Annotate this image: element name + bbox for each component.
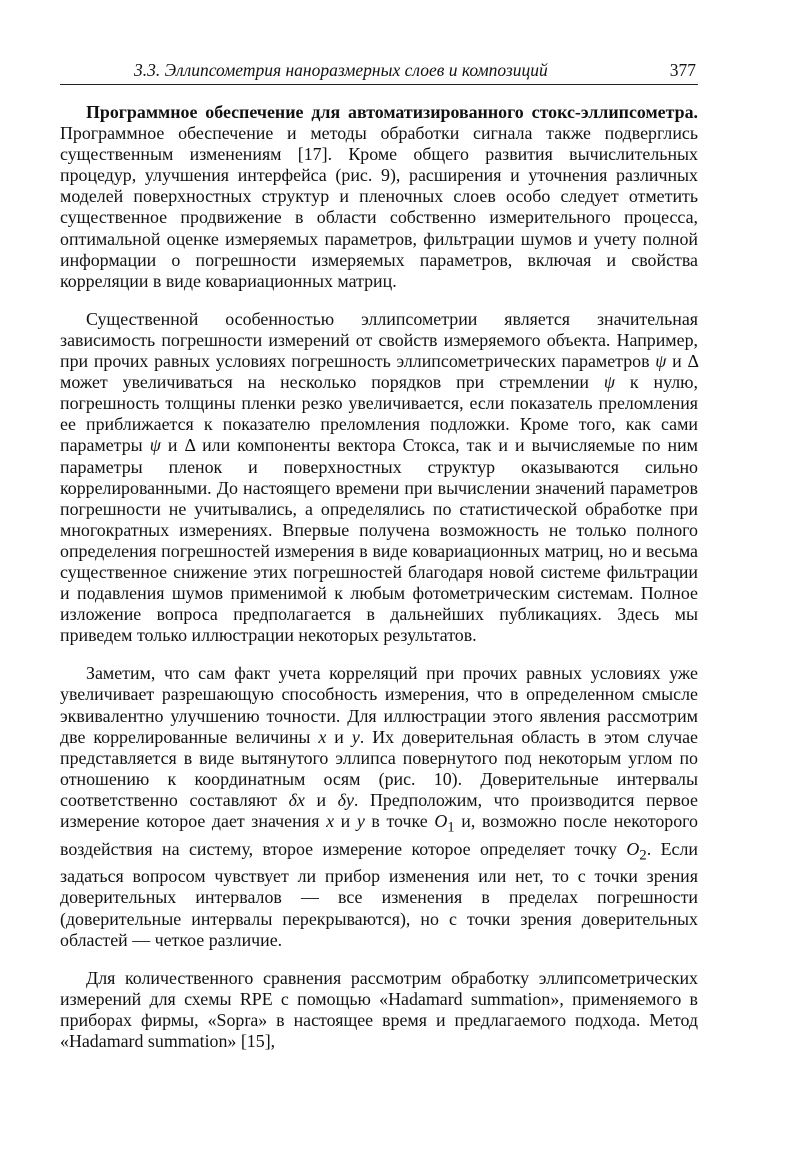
text-run: может увеличиваться на несколько порядков при стремлении	[60, 372, 604, 393]
variable-y: y	[351, 726, 360, 747]
paragraph-comparison	[60, 968, 698, 1052]
text-run: или компоненты вектора Стокса, так и и вычисляемые по ним параметры пленок и поверхностных структур оказываются сильно коррелированными. До настоящего времени при вычислении значений параметров погрешности не учитывались, а определялись по статистической обработке при многократных измерениях. Впервые получена возможность не только полного определения погрешностей измерения в виде ковариационных матриц, но и весьма существенное снижение этих погрешностей благодаря новой системе фильтрации и подавления шумов применимой к любым фотометрическим системам. Полное изложение вопроса предполагается в дальнейших публикациях. Здесь мы приведем только иллюстрации некоторых результатов.	[60, 435, 699, 646]
point-o2: O	[626, 838, 640, 859]
delta-x-symbol: δx	[288, 789, 305, 810]
text-run: в точке	[364, 811, 435, 831]
paragraph-text: Программное обеспечение и методы обработки сигнала также подверглись существенным изменениям [17]. Кроме общего развития вычислительных процедур, улучшения интерфейса (рис. 9), расширения и уточнения различных моделей поверхностных структур и пленочных слоев особо следует отметить существенное продвижение в области собственно измерительного процесса, оптимальной оценке измеряемых параметров, фильтрации шумов и учету полной информации о погрешности измеряемых параметров, включая и свойства корреляции в виде ковариационных матриц.	[60, 123, 698, 291]
delta-symbol: Δ	[687, 351, 698, 372]
body-text	[60, 102, 698, 1071]
psi-symbol: ψ	[655, 351, 667, 372]
text-run: и	[666, 351, 688, 372]
point-o1: O	[434, 811, 448, 831]
text-run: и	[304, 789, 338, 810]
variable-x: x	[318, 726, 327, 747]
point-o2-subscript: 2	[639, 847, 647, 864]
text-run: и, возможно после некоторого воздействия на систему, второе измерение которое определяет точку	[60, 811, 698, 859]
paragraph-heading: Программное обеспечение для автоматизированного стокс-эллипсометра.	[86, 102, 698, 122]
text-run: . Их доверительная область в этом случае представляется в виде вытянутого эллипса повернутого под некоторым углом по отношению к координатным осям (рис. 10). Доверительные интервалы соответственно составляют	[60, 726, 698, 810]
text-run: . Предположим, что производится первое измерение которое дает значения	[60, 789, 698, 831]
text-run: и	[160, 435, 185, 456]
paragraph-software	[60, 102, 698, 292]
running-head	[60, 60, 698, 85]
text-run: Существенной особенностью эллипсометрии является значительная зависимость погрешности измерений от свойств измеряемого объекта. Например, при прочих равных условиях погрешность эллипсометрических параметров	[60, 308, 698, 372]
page-number: 377	[669, 60, 696, 80]
point-o1-subscript: 1	[447, 819, 455, 836]
delta-y-symbol: δy	[337, 789, 354, 810]
text-run: и	[326, 726, 352, 747]
variable-x: x	[326, 811, 335, 831]
text-run: . Если задаться вопросом чувствует ли прибор изменения или нет, то с точки зрения доверительных интервалов — все изменения в пределах погрешности (доверительные интервалы перекрываются), но с точки зрения доверительных областей — четкое различие.	[60, 838, 698, 950]
paragraph-error-dependence	[60, 309, 698, 647]
text-run: к нулю, погрешность толщины пленки резко увеличивается, если показатель преломления ее приближается к показателю преломления подложки. Кроме того, как сами параметры	[60, 372, 698, 456]
text-run: Заметим, что сам факт учета корреляций при прочих равных условиях уже увеличивает разрешающую способность измерения, что в определенном смысле эквивалентно улучшению точности. Для иллюстрации этого явления рассмотрим две коррелированные величины	[60, 663, 698, 747]
running-title: 3.3. Эллипсометрия наноразмерных слоев и композиций	[134, 60, 548, 80]
psi-symbol: ψ	[149, 435, 161, 456]
paragraph-correlation	[60, 663, 698, 950]
psi-symbol: ψ	[603, 372, 615, 393]
delta-symbol: Δ	[184, 435, 196, 456]
variable-y: y	[356, 811, 365, 831]
paragraph-text: Для количественного сравнения рассмотрим обработку эллипсометрических измерений для схемы RPE с помощью «Hadamard summation», применяемого в приборах фирмы, «Sopra» в настоящее время и предлагаемого подхода. Метод «Hadamard summation» [15],	[60, 967, 698, 1051]
text-run: и	[334, 811, 357, 831]
